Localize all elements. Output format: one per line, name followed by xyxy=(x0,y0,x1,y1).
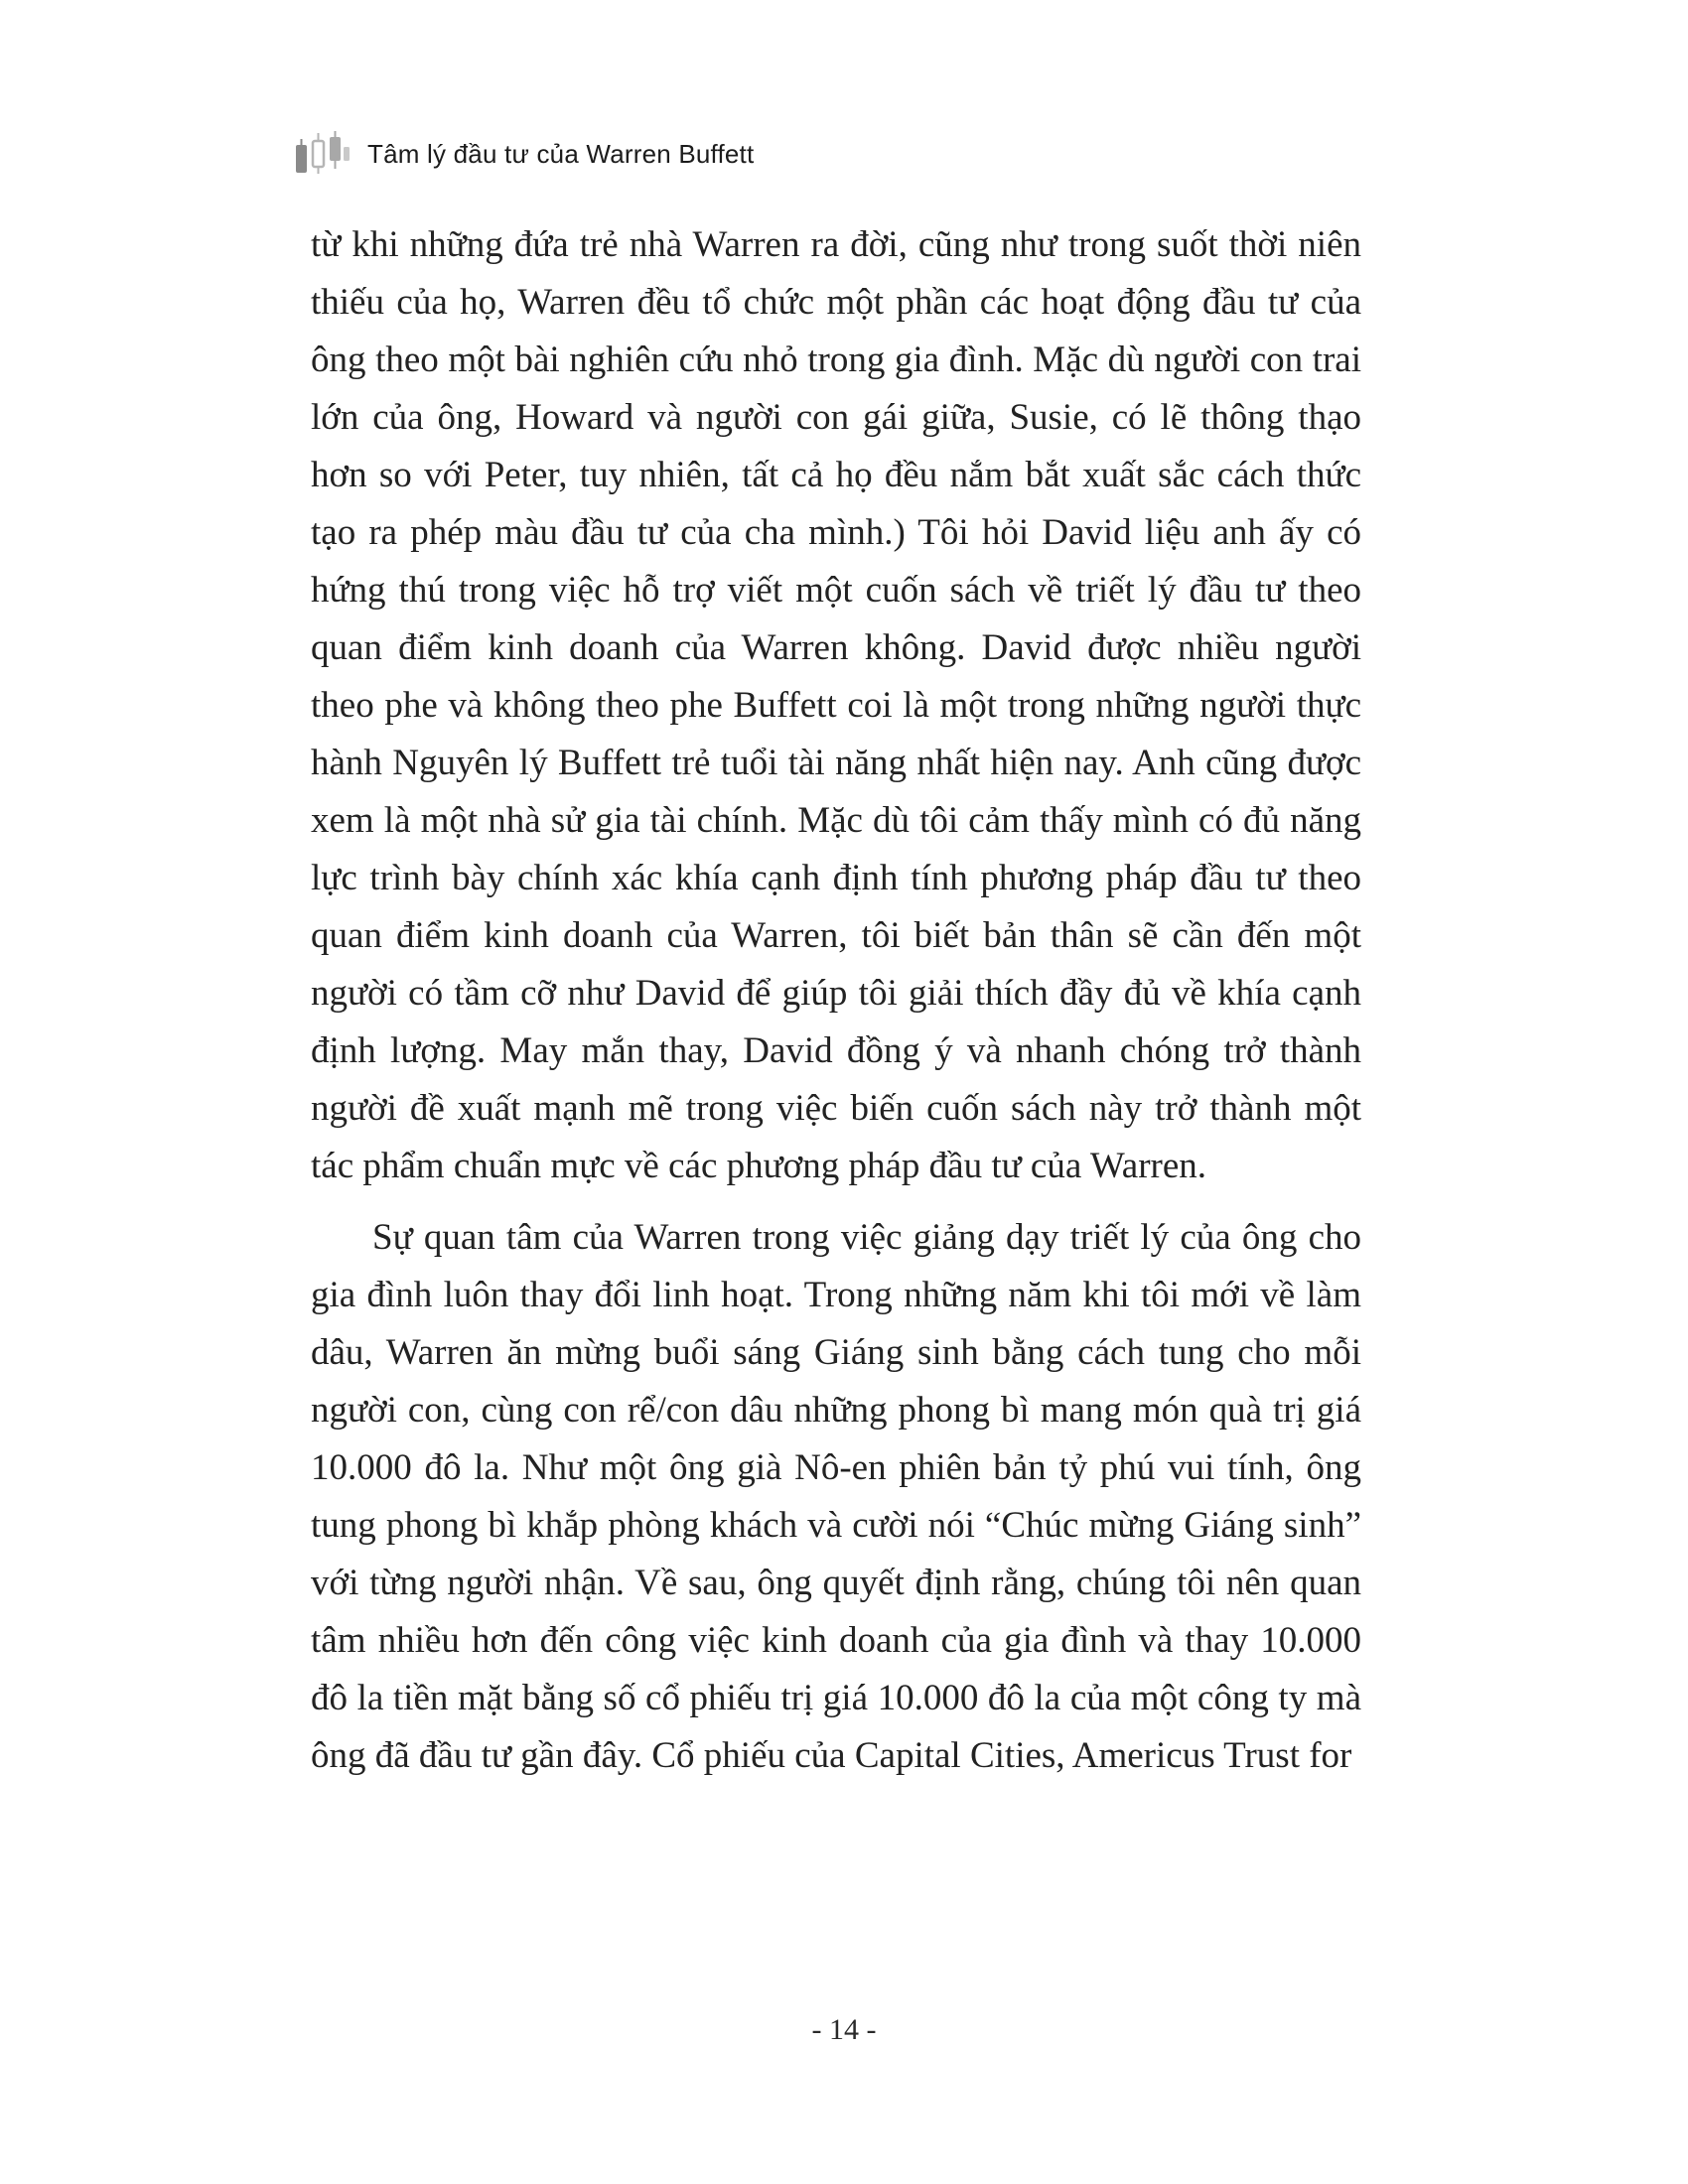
paragraph-2: Sự quan tâm của Warren trong việc giảng dạy triết lý của ông cho gia đình luôn thay đổi linh hoạt. Trong những năm khi tôi mới về làm dâu, Warren ăn mừng buổi sáng Giáng sinh bằng cách tung cho mỗi người con, cùng con rể/con dâu những phong bì mang món quà trị giá 10.000 đô la. Như một ông già Nô-en phiên bản tỷ phú vui tính, ông tung phong bì khắp phòng khách và cười nói “Chúc mừng Giáng sinh” với từng người nhận. Về sau, ông quyết định rằng, chúng tôi nên quan tâm nhiều hơn đến công việc kinh doanh của gia đình và thay 10.000 đô la tiền mặt bằng số cổ phiếu trị giá 10.000 đô la của một công ty mà ông đã đầu tư gần đây. Cổ phiếu của Capital Cities, Americus Trust for xyxy=(311,1217,1361,1776)
page-number: - 14 - xyxy=(811,2013,877,2046)
book-header xyxy=(294,131,754,177)
candlestick-chart-icon xyxy=(294,131,352,177)
page-body-text xyxy=(311,216,1361,1785)
running-head-title: Tâm lý đầu tư của Warren Buffett xyxy=(367,138,755,169)
paragraph-1: từ khi những đứa trẻ nhà Warren ra đời, cũng như trong suốt thời niên thiếu của họ, Warren đều tổ chức một phần các hoạt động đầu tư của ông theo một bài nghiên cứu nhỏ trong gia đình. Mặc dù người con trai lớn của ông, Howard và người con gái giữa, Susie, có lẽ thông thạo hơn so với Peter, tuy nhiên, tất cả họ đều nắm bắt xuất sắc cách thức tạo ra phép màu đầu tư của cha mình.) Tôi hỏi David liệu anh ấy có hứng thú trong việc hỗ trợ viết một cuốn sách về triết lý đầu tư theo quan điểm kinh doanh của Warren không. David được nhiều người theo phe và không theo phe Buffett coi là một trong những người thực hành Nguyên lý Buffett trẻ tuổi tài năng nhất hiện nay. Anh cũng được xem là một nhà sử gia tài chính. Mặc dù tôi cảm thấy mình có đủ năng lực trình bày chính xác khía cạnh định tính phương pháp đầu tư theo quan điểm kinh doanh của Warren, tôi biết bản thân sẽ cần đến một người có tầm cỡ như David để giúp tôi giải thích đầy đủ về khía cạnh định lượng. May mắn thay, David đồng ý và nhanh chóng trở thành người đề xuất mạnh mẽ trong việc biến cuốn sách này trở thành một tác phẩm chuẩn mực về các phương pháp đầu tư của Warren. xyxy=(311,224,1361,1186)
